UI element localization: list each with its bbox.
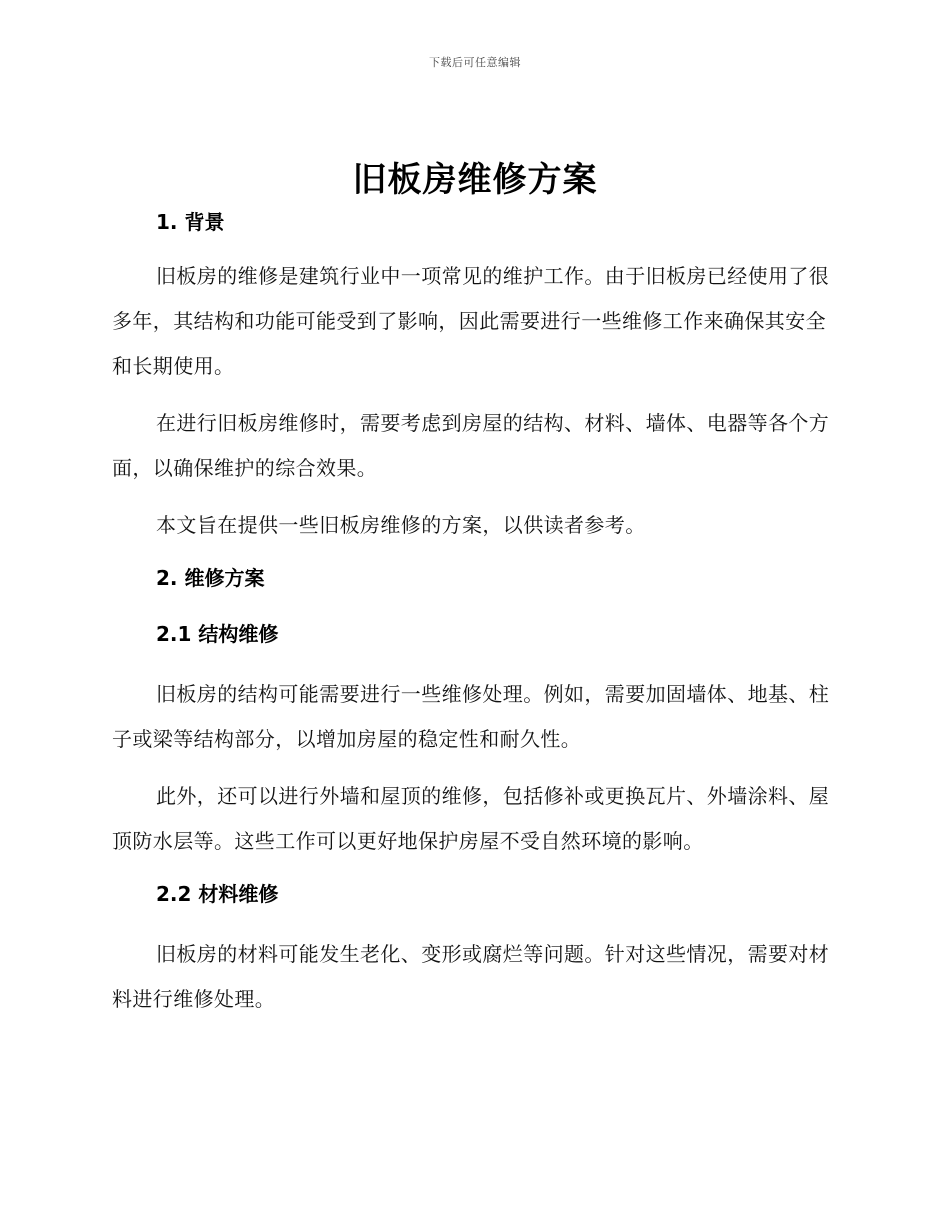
header-note: 下载后可任意编辑	[429, 56, 521, 69]
section-heading-background: 1. 背景	[156, 210, 225, 234]
document-title: 旧板房维修方案	[352, 160, 598, 200]
paragraph: 旧板房的维修是建筑行业中一项常见的维护工作。由于旧板房已经使用了很多年，其结构和功能可能受到了影响，因此需要进行一些维修工作来确保其安全和长期使用。	[112, 264, 830, 378]
document-body	[112, 204, 832, 1034]
subsection-heading-structure: 2.1 结构维修	[156, 622, 279, 646]
subsection-heading-materials: 2.2 材料维修	[156, 882, 279, 906]
paragraph: 本文旨在提供一些旧板房维修的方案，以供读者参考。	[156, 513, 646, 537]
paragraph: 此外，还可以进行外墙和屋顶的维修，包括修补或更换瓦片、外墙涂料、屋顶防水层等。这些工作可以更好地保护房屋不受自然环境的影响。	[112, 784, 830, 853]
section-heading-repair-plan: 2. 维修方案	[156, 566, 265, 590]
paragraph: 旧板房的材料可能发生老化、变形或腐烂等问题。针对这些情况，需要对材料进行维修处理。	[112, 942, 830, 1011]
paragraph: 在进行旧板房维修时，需要考虑到房屋的结构、材料、墙体、电器等各个方面，以确保维护的综合效果。	[112, 411, 830, 480]
paragraph: 旧板房的结构可能需要进行一些维修处理。例如，需要加固墙体、地基、柱子或梁等结构部分，以增加房屋的稳定性和耐久性。	[112, 682, 830, 751]
